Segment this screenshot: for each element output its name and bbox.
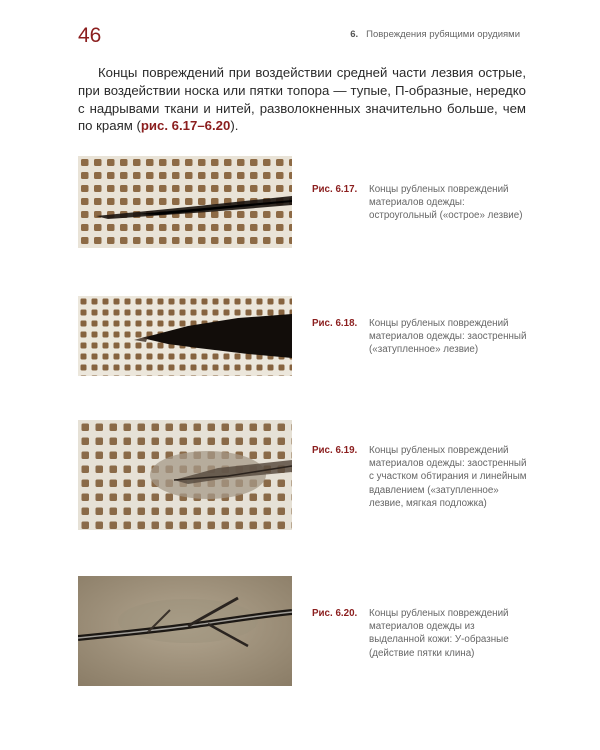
figure-caption-text: Концы рубленых повреждений материалов одежды: остроугольный («острое» лезвие) [369, 184, 523, 222]
figure-6-20-caption [312, 607, 527, 660]
figure-6-19-caption [312, 444, 527, 510]
figure-label: Рис. 6.20. [312, 608, 358, 619]
chapter-title: Повреждения рубящими орудиями [366, 29, 520, 40]
figure-6-20-photo [78, 576, 292, 686]
figure-6-19-photo [78, 420, 292, 530]
figure-6-18-photo [78, 296, 292, 388]
paragraph-text: Концы повреждений при воздействии средней части лезвия острые, при воздействии носка или пятки топора — тупые, П-образные, нередко с надрывами ткани и нитей, разволокненных значительно больше, чем по краям ( [78, 65, 526, 134]
chapter-number: 6. [350, 29, 359, 40]
figure-reference-link[interactable]: рис. 6.17–6.20 [140, 118, 231, 134]
page-number: 46 [78, 24, 102, 47]
figure-6-18-caption [312, 317, 527, 357]
figure-6-17-caption [312, 183, 527, 223]
body-paragraph [78, 64, 526, 135]
figure-caption-text: Концы рубленых повреждений материалов одежды из выделанной кожи: У-образные (действие пятки клина) [369, 608, 509, 659]
running-head [350, 29, 520, 40]
figure-6-17-photo [78, 156, 292, 248]
figure-caption-text: Концы рубленых повреждений материалов одежды: заостренный с участком обтирания и линейным вдавлением («затупленное» лезвие, мягкая подложка) [369, 445, 527, 509]
figure-label: Рис. 6.18. [312, 318, 358, 329]
figure-label: Рис. 6.17. [312, 184, 358, 195]
paragraph-end: ). [230, 118, 239, 134]
figure-caption-text: Концы рубленых повреждений материалов одежды: заостренный («затупленное» лезвие) [369, 318, 527, 356]
figure-label: Рис. 6.19. [312, 445, 358, 456]
